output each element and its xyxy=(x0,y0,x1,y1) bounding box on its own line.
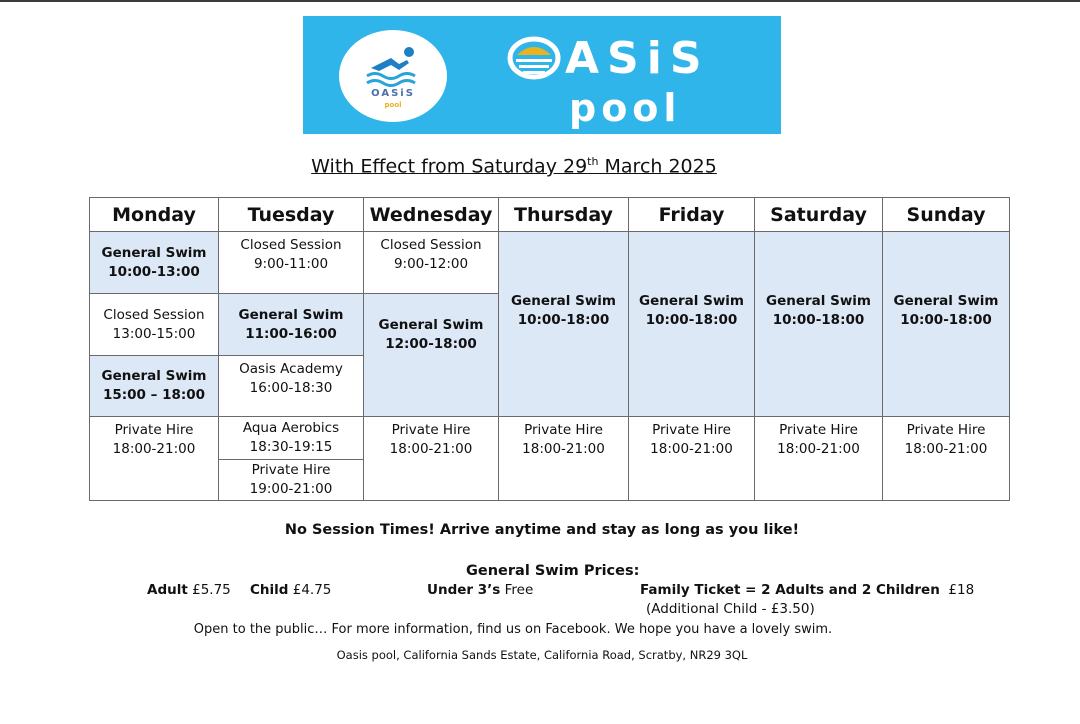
session-title: Private Hire xyxy=(906,422,986,438)
session-time: 18:00-21:00 xyxy=(777,441,860,457)
session-cell xyxy=(629,232,755,417)
session-title: Private Hire xyxy=(251,462,331,478)
session-time: 19:00-21:00 xyxy=(249,481,333,497)
session-time: 18:30-19:15 xyxy=(249,439,333,455)
effective-date-sup: th xyxy=(587,155,599,168)
day-header-friday: Friday xyxy=(629,198,755,232)
effective-date-prefix: With Effect from Saturday 29 xyxy=(311,155,588,178)
child-label: Child xyxy=(250,582,289,598)
session-cell xyxy=(219,460,364,500)
session-time: 9:00-12:00 xyxy=(393,256,469,272)
session-time: 18:00-21:00 xyxy=(389,441,473,457)
session-time: 13:00-15:00 xyxy=(112,325,196,342)
session-title: General Swim xyxy=(101,244,207,261)
session-cell xyxy=(629,417,755,500)
session-cell xyxy=(883,232,1009,417)
session-title: General Swim xyxy=(238,306,344,323)
session-title: Private Hire xyxy=(524,422,603,438)
session-title: General Swim xyxy=(766,293,871,309)
session-cell xyxy=(499,232,629,417)
effective-date xyxy=(0,155,1028,177)
session-title: Closed Session xyxy=(240,237,342,253)
session-cell xyxy=(364,294,499,417)
session-time: 11:00-16:00 xyxy=(245,325,337,342)
day-header-sunday: Sunday xyxy=(883,198,1009,232)
session-time: 18:00-21:00 xyxy=(904,441,988,457)
day-header-saturday: Saturday xyxy=(755,198,883,232)
session-title: Aqua Aerobics xyxy=(242,420,340,436)
family-value: £18 xyxy=(948,582,975,598)
logo-name: OASiS xyxy=(371,88,415,99)
session-cell xyxy=(90,417,219,500)
adult-label: Adult xyxy=(147,582,188,598)
brand-subtitle: pool xyxy=(569,86,682,130)
adult-value: £5.75 xyxy=(192,582,231,598)
under3-price xyxy=(427,582,533,598)
session-cell xyxy=(364,232,499,294)
session-title: General Swim xyxy=(378,317,484,333)
brand-title xyxy=(505,30,710,86)
session-time: 18:00-21:00 xyxy=(650,441,733,457)
family-label: Family Ticket = 2 Adults and 2 Children xyxy=(640,582,940,598)
session-title: General Swim xyxy=(511,293,616,309)
session-time: 9:00-11:00 xyxy=(253,256,329,272)
session-title: Private Hire xyxy=(779,422,858,438)
family-price xyxy=(640,582,974,598)
session-title: Private Hire xyxy=(391,422,471,438)
session-time: 15:00 – 18:00 xyxy=(102,387,206,403)
session-title: Closed Session xyxy=(380,237,482,253)
day-header-tuesday: Tuesday xyxy=(219,198,364,232)
session-time: 10:00-13:00 xyxy=(108,263,200,280)
day-header-monday: Monday xyxy=(90,198,219,232)
session-cell xyxy=(90,356,219,417)
session-time: 18:00-21:00 xyxy=(112,441,196,457)
session-time: 10:00-18:00 xyxy=(517,312,610,328)
session-time: 18:00-21:00 xyxy=(522,441,605,457)
session-cell xyxy=(90,294,219,356)
swimmer-icon xyxy=(363,44,423,88)
adult-price xyxy=(147,582,231,598)
header-banner xyxy=(303,16,781,134)
child-price xyxy=(250,582,331,598)
brand-name-text: ASiS xyxy=(565,32,710,84)
prices-heading: General Swim Prices: xyxy=(466,563,640,579)
session-cell xyxy=(883,417,1009,500)
session-time: 12:00-18:00 xyxy=(385,336,477,352)
session-cell xyxy=(219,417,364,460)
session-title: Oasis Academy xyxy=(239,361,343,377)
session-cell xyxy=(364,417,499,500)
session-cell xyxy=(90,232,219,294)
session-title: Closed Session xyxy=(103,306,205,323)
session-time: 10:00-18:00 xyxy=(772,312,865,328)
session-title: Private Hire xyxy=(652,422,731,438)
session-cell xyxy=(219,232,364,294)
effective-date-suffix: March 2025 xyxy=(598,155,717,178)
top-border xyxy=(0,0,1080,2)
timetable xyxy=(89,197,1010,501)
session-cell xyxy=(219,294,364,356)
notice-text: No Session Times! Arrive anytime and stay as long as you like! xyxy=(284,522,800,538)
info-text: Open to the public… For more information, find us on Facebook. We hope you have a lovely swim. xyxy=(193,622,833,637)
session-cell xyxy=(499,417,629,500)
sunset-o-icon xyxy=(505,35,563,81)
session-cell xyxy=(755,417,883,500)
address-text: Oasis pool, California Sands Estate, California Road, Scratby, NR29 3QL xyxy=(336,648,748,662)
session-time: 10:00-18:00 xyxy=(645,312,738,328)
logo-subtitle: pool xyxy=(384,101,402,109)
child-value: £4.75 xyxy=(292,582,332,598)
additional-child-price: (Additional Child - £3.50) xyxy=(646,601,815,617)
session-time: 16:00-18:30 xyxy=(249,380,333,396)
day-header-thursday: Thursday xyxy=(499,198,629,232)
under3-label: Under 3’s xyxy=(427,582,501,598)
session-title: General Swim xyxy=(893,293,999,309)
session-title: General Swim xyxy=(639,293,744,309)
session-cell xyxy=(755,232,883,417)
under3-value: Free xyxy=(504,582,534,598)
pool-logo xyxy=(339,30,447,122)
session-title: Private Hire xyxy=(114,422,194,438)
session-title: General Swim xyxy=(101,368,207,384)
session-cell xyxy=(219,356,364,417)
day-header-wednesday: Wednesday xyxy=(364,198,499,232)
session-time: 10:00-18:00 xyxy=(900,312,992,328)
